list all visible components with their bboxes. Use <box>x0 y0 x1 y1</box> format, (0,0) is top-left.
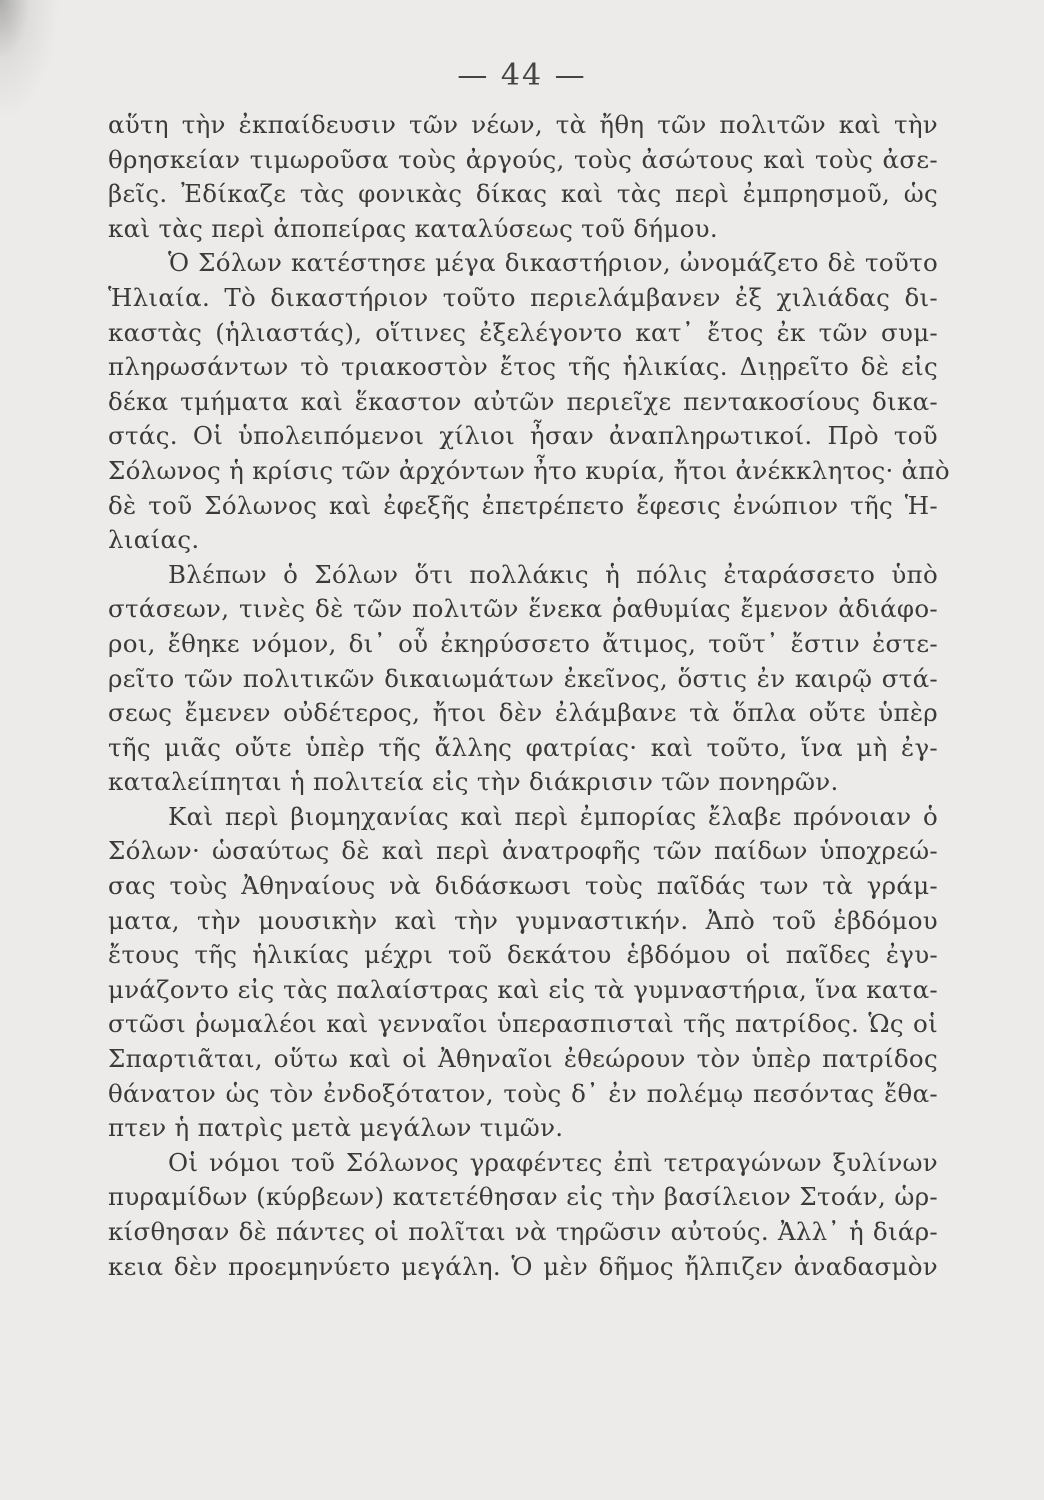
text-line: Καὶ περὶ βιομηχανίας καὶ περὶ ἐμπορίας ἔλαβε πρόνοιαν ὁ <box>168 801 938 831</box>
text-line: μνάζοντο εἰς τὰς παλαίστρας καὶ εἰς τὰ γυμναστήρια, ἵνα κατα- <box>108 974 938 1004</box>
text-line: στῶσι ῥωμαλέοι καὶ γενναῖοι ὑπερασπισταὶ τῆς πατρίδος. Ὡς οἱ <box>108 1009 938 1039</box>
text-line: Ὁ Σόλων κατέστησε μέγα δικαστήριον, ὠνομάζετο δὲ τοῦτο <box>168 248 938 278</box>
body-text <box>108 108 950 1284</box>
page-number: — 44 — <box>457 58 587 93</box>
text-line: δέκα τμήματα καὶ ἕκαστον αὐτῶν περιεῖχε πεντακοσίους δικα- <box>108 386 938 416</box>
text-line: πτεν ἡ πατρὶς μετὰ μεγάλων τιμῶν. <box>108 1113 564 1143</box>
text-line: σας τοὺς Ἀθηναίους νὰ διδάσκωσι τοὺς παῖδάς των τὰ γράμ- <box>108 871 938 901</box>
text-line: σεως ἔμενεν οὐδέτερος, ἤτοι δὲν ἐλάμβανε τὰ ὅπλα οὔτε ὑπὲρ <box>108 698 938 728</box>
text-line: Οἱ νόμοι τοῦ Σόλωνος γραφέντες ἐπὶ τετραγώνων ξυλίνων <box>168 1147 938 1177</box>
text-line: Σπαρτιᾶται, οὕτω καὶ οἱ Ἀθηναῖοι ἐθεώρουν τὸν ὑπὲρ πατρίδος <box>108 1044 938 1074</box>
text-line: αὕτη τὴν ἐκπαίδευσιν τῶν νέων, τὰ ἤθη τῶν πολιτῶν καὶ τὴν <box>108 110 938 139</box>
text-line: Σόλωνος ἡ κρίσις τῶν ἀρχόντων ἦτο κυρία, ἤτοι ἀνέκκλητος· ἀπὸ <box>108 455 950 485</box>
text-line: ματα, τὴν μουσικὴν καὶ τὴν γυμναστικήν. Ἀπὸ τοῦ ἑβδόμου <box>108 905 938 935</box>
text-line: ρεῖτο τῶν πολιτικῶν δικαιωμάτων ἐκεῖνος, ὅστις ἐν καιρῷ στά- <box>108 663 938 693</box>
text-line: τῆς μιᾶς οὔτε ὑπὲρ τῆς ἄλλης φατρίας· καὶ τοῦτο, ἵνα μὴ ἐγ- <box>108 732 938 762</box>
text-line: στάσεων, τινὲς δὲ τῶν πολιτῶν ἕνεκα ῥαθυμίας ἔμενον ἀδιάφο- <box>108 594 938 624</box>
text-line: κίσθησαν δὲ πάντες οἱ πολῖται νὰ τηρῶσιν αὐτούς. Ἀλλ᾽ ἡ διάρ- <box>108 1217 938 1246</box>
text-line: πληρωσάντων τὸ τριακοστὸν ἔτος τῆς ἡλικίας. Διῃρεῖτο δὲ εἰς <box>108 352 938 382</box>
text-line: κεια δὲν προεμηνύετο μεγάλη. Ὁ μὲν δῆμος ἤλπιζεν ἀναδασμὸν <box>108 1251 938 1281</box>
text-line: πυραμίδων (κύρβεων) κατετέθησαν εἰς τὴν βασίλειον Στοάν, ὡρ- <box>108 1182 938 1212</box>
text-line: λιαίας. <box>108 525 200 555</box>
text-line: καταλείπηται ἡ πολιτεία εἰς τὴν διάκρισιν τῶν πονηρῶν. <box>108 767 839 797</box>
text-line: ροι, ἔθηκε νόμον, δι᾽ οὗ ἐκηρύσσετο ἄτιμος, τοῦτ᾽ ἔστιν ἐστε- <box>108 628 938 658</box>
text-line: θάνατον ὡς τὸν ἐνδοξότατον, τοὺς δ᾽ ἐν πολέμῳ πεσόντας ἔθα- <box>108 1078 938 1108</box>
text-line: Σόλων· ὡσαύτως δὲ καὶ περὶ ἀνατροφῆς τῶν παίδων ὑποχρεώ- <box>108 836 938 866</box>
text-line: δὲ τοῦ Σόλωνος καὶ ἐφεξῆς ἐπετρέπετο ἔφεσις ἐνώπιον τῆς Ἡ- <box>108 490 938 520</box>
text-line: καὶ τὰς περὶ ἀποπείρας καταλύσεως τοῦ δήμου. <box>108 213 718 243</box>
text-line: ἔτους τῆς ἡλικίας μέχρι τοῦ δεκάτου ἑβδόμου οἱ παῖδες ἐγυ- <box>108 940 938 970</box>
text-line: βεῖς. Ἐδίκαζε τὰς φονικὰς δίκας καὶ τὰς περὶ ἐμπρησμοῦ, ὡς <box>108 179 938 209</box>
text-line: θρησκείαν τιμωροῦσα τοὺς ἀργούς, τοὺς ἀσώτους καὶ τοὺς ἀσε- <box>108 144 938 174</box>
text-line: στάς. Οἱ ὑπολειπόμενοι χίλιοι ἦσαν ἀναπληρωτικοί. Πρὸ τοῦ <box>108 421 938 451</box>
text-line: Βλέπων ὁ Σόλων ὅτι πολλάκις ἡ πόλις ἐταράσσετο ὑπὸ <box>168 559 938 589</box>
text-line: καστὰς (ἡλιαστάς), οἵτινες ἐξελέγοντο κατ᾽ ἔτος ἐκ τῶν συμ- <box>108 317 938 347</box>
text-line: Ἡλιαία. Τὸ δικαστήριον τοῦτο περιελάμβανεν ἐξ χιλιάδας δι- <box>108 282 938 312</box>
